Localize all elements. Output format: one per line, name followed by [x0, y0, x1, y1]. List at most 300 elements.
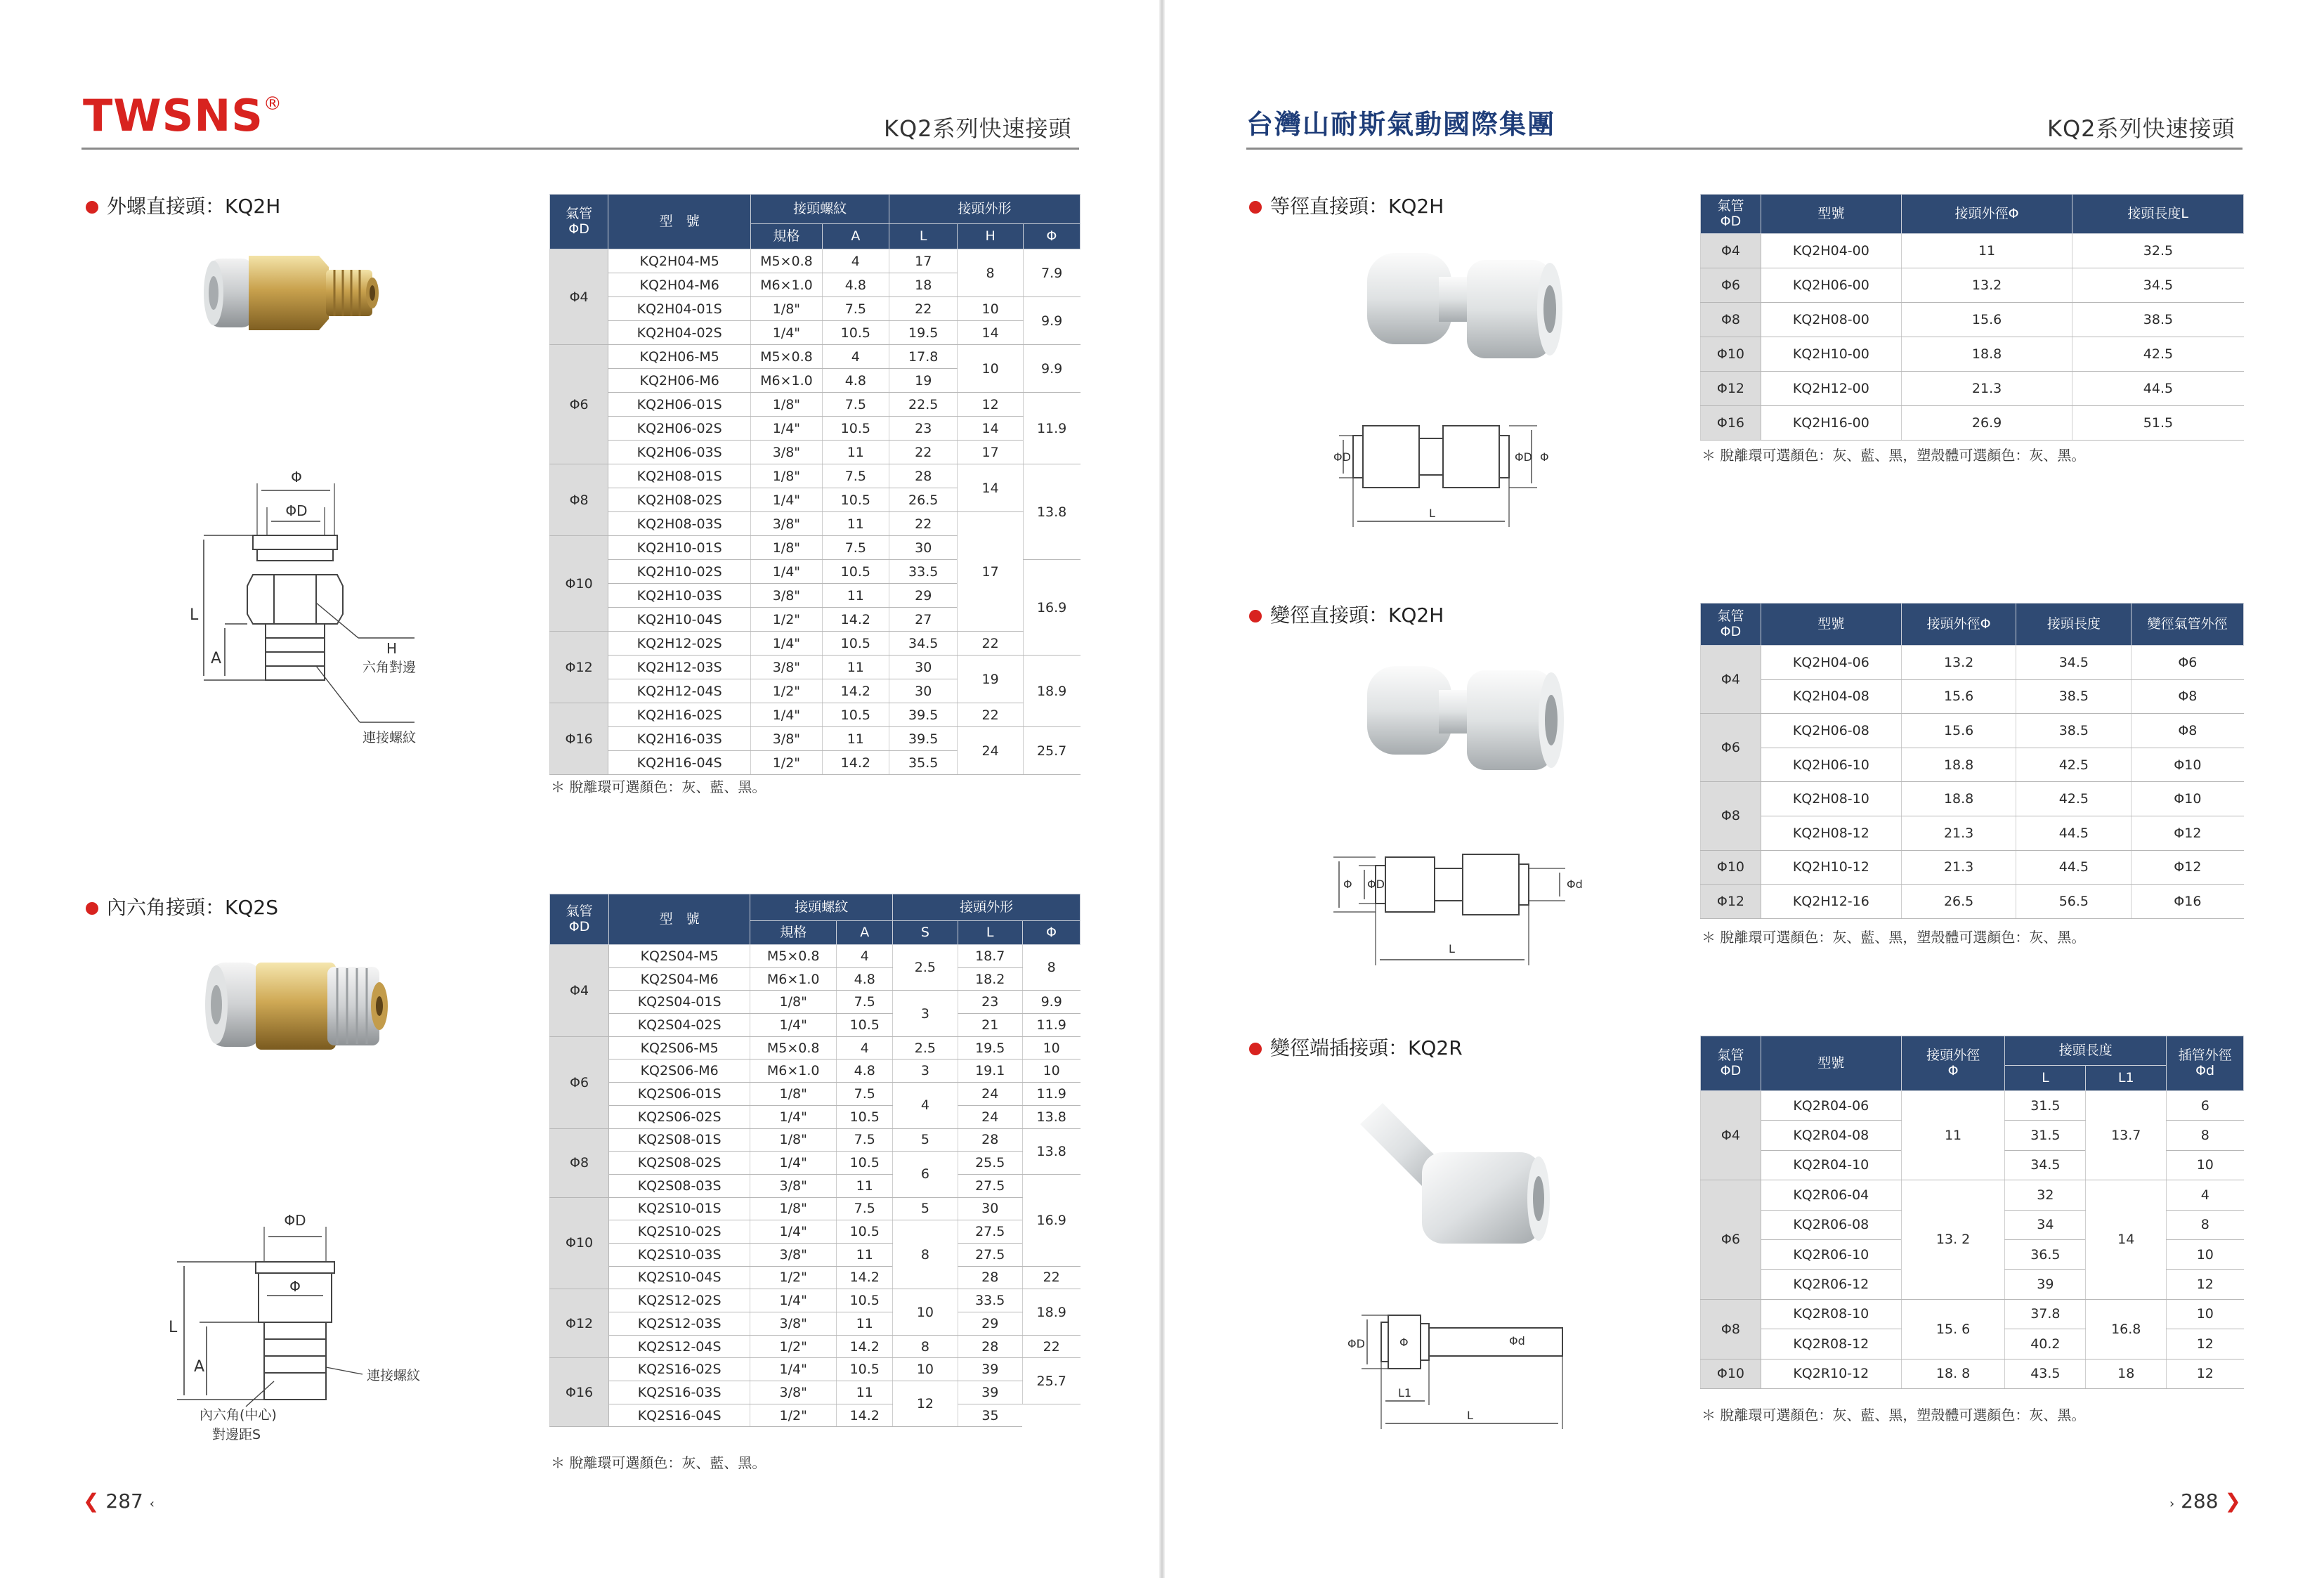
value-cell: Φ8: [2132, 714, 2244, 748]
value-cell: 27: [889, 608, 958, 632]
model-cell: KQ2H04-06: [1761, 646, 1901, 680]
table-row: [550, 632, 1081, 656]
value-cell: 10.5: [822, 321, 889, 345]
value-cell: 34.5: [2072, 268, 2244, 303]
equal-union-drawing: [1326, 407, 1607, 534]
s-cell: 2.5: [893, 945, 958, 991]
value-cell: 10: [2167, 1239, 2244, 1269]
value-cell: 24: [958, 1105, 1022, 1128]
model-cell: KQ2S12-03S: [609, 1312, 750, 1336]
value-cell: 21.3: [1901, 816, 2016, 850]
reducer-union-spec-table: [1700, 603, 2244, 919]
diameter-cell: Φ6: [1701, 714, 1761, 782]
model-cell: KQ2H06-M6: [608, 369, 751, 393]
value-cell: 15.6: [1901, 714, 2016, 748]
value-cell: 1/2": [750, 1404, 837, 1427]
value-cell: 14.2: [837, 1266, 893, 1289]
table-row: [550, 1220, 1081, 1244]
col-header-tube: 插管外徑 Φd: [2167, 1036, 2244, 1091]
value-cell: 10.5: [837, 1152, 893, 1175]
h-cell: 14: [958, 321, 1023, 345]
col-header-a: A: [822, 224, 889, 249]
value-cell: 34.5: [2005, 1150, 2086, 1180]
phi-cell: 11.9: [1022, 1014, 1080, 1037]
h-cell: 8: [958, 249, 1023, 297]
value-cell: 3/8": [750, 1381, 837, 1404]
value-cell: 18.8: [1901, 748, 2016, 782]
equal-union-spec-table: [1700, 194, 2244, 441]
value-cell: 40.2: [2005, 1329, 2086, 1359]
h-cell: 17: [958, 441, 1023, 464]
model-cell: KQ2R10-12: [1761, 1359, 1901, 1388]
value-cell: 27.5: [958, 1220, 1022, 1244]
phi-cell: 11.9: [1023, 393, 1080, 464]
value-cell: 33.5: [958, 1289, 1022, 1312]
model-cell: KQ2R08-10: [1761, 1299, 1901, 1329]
value-cell: 1/4": [751, 417, 822, 441]
diameter-cell: Φ12: [1701, 372, 1761, 406]
value-cell: 1/2": [750, 1266, 837, 1289]
model-cell: KQ2S12-02S: [609, 1289, 750, 1312]
section-title-reducer: 變徑直接頭：KQ2H: [1249, 600, 1444, 628]
value-cell: 10.5: [837, 1014, 893, 1037]
value-cell: 18.8: [1901, 337, 2072, 372]
col-header-l: L: [889, 224, 958, 249]
diameter-cell: Φ8: [550, 464, 608, 536]
value-cell: 1/8": [750, 1197, 837, 1220]
value-cell: 1/8": [750, 991, 837, 1014]
drawing-label-phid: ΦD: [284, 1213, 306, 1229]
table-row: [1701, 604, 2244, 646]
section-title-equal: 等徑直接頭：KQ2H: [1249, 191, 1444, 219]
table-row: [1701, 1091, 2244, 1121]
model-cell: KQ2S04-02S: [609, 1014, 750, 1037]
drawing-label-l1: L1: [1398, 1386, 1412, 1400]
value-cell: 35.5: [889, 751, 958, 775]
table-row: [1701, 782, 2244, 816]
value-cell: 42.5: [2016, 748, 2132, 782]
value-cell: 10.5: [822, 632, 889, 656]
value-cell: 34.5: [889, 632, 958, 656]
table-row: [1701, 816, 2244, 850]
section-title-kq2s: 內六角接頭：KQ2S: [86, 892, 278, 920]
reducer-union-photo: [1362, 658, 1565, 777]
value-cell: 32: [2005, 1180, 2086, 1210]
value-cell: 1/8": [750, 1083, 837, 1106]
drawing-label-phi: Φ: [291, 469, 302, 485]
model-cell: KQ2H08-01S: [608, 464, 751, 488]
table-row: [1701, 646, 2244, 680]
bullet-dot: [1249, 1043, 1262, 1055]
drawing-label-thread: 連接螺紋: [363, 730, 417, 745]
value-cell: 1/4": [751, 632, 822, 656]
value-cell: 25.5: [958, 1152, 1022, 1175]
value-cell: 4.8: [837, 1059, 893, 1083]
diameter-cell: Φ6: [550, 345, 608, 464]
model-cell: KQ2H06-02S: [608, 417, 751, 441]
diameter-cell: Φ6: [1701, 1180, 1761, 1300]
value-cell: 19.5: [889, 321, 958, 345]
drawing-label-phid: ΦD: [1347, 1337, 1365, 1350]
value-cell: 4: [822, 345, 889, 369]
value-cell: M6×1.0: [750, 1059, 837, 1083]
drawing-label-l: L: [1467, 1409, 1473, 1422]
reducer-union-drawing: [1333, 840, 1628, 967]
model-cell: KQ2R06-08: [1761, 1210, 1901, 1239]
model-cell: KQ2H06-M5: [608, 345, 751, 369]
drawing-label-phid: ΦD: [1333, 450, 1351, 464]
phi-cell: 8: [1022, 945, 1080, 991]
value-cell: 7.5: [822, 536, 889, 560]
value-cell: 1/2": [750, 1335, 837, 1358]
value-cell: 42.5: [2016, 782, 2132, 816]
value-cell: 4.8: [822, 273, 889, 297]
table-row: [550, 1266, 1081, 1289]
h-cell: 24: [958, 727, 1023, 775]
value-cell: 7.5: [837, 1083, 893, 1106]
value-cell: 14.2: [822, 751, 889, 775]
kq2h-product-photo: [200, 239, 389, 351]
model-cell: KQ2H08-02S: [608, 488, 751, 512]
col-header-model: 型號: [1761, 195, 1901, 234]
table-row: [550, 991, 1081, 1014]
value-cell: 26.9: [1901, 406, 2072, 441]
table-row: [550, 393, 1081, 417]
model-cell: KQ2H08-12: [1761, 816, 1901, 850]
phi-cell: 9.9: [1023, 297, 1080, 345]
table-row: [550, 1174, 1081, 1197]
col-header-model: 型 號: [609, 894, 750, 945]
value-cell: 13.2: [1901, 646, 2016, 680]
value-cell: 23: [958, 991, 1022, 1014]
drawing-label-l: L: [1449, 942, 1455, 956]
bullet-dot: [1249, 610, 1262, 622]
table-row: [550, 656, 1081, 679]
table-row: [550, 512, 1081, 536]
table-row: [550, 1312, 1081, 1336]
col-header-s: S: [893, 921, 958, 945]
value-cell: 56.5: [2016, 885, 2132, 919]
value-cell: 11: [822, 441, 889, 464]
prev-arrow-icon: ❮: [83, 1489, 100, 1513]
value-cell: 21.3: [1901, 372, 2072, 406]
table-row: [550, 1381, 1081, 1404]
value-cell: 28: [958, 1335, 1022, 1358]
brand-logo: TWSNS®: [83, 90, 282, 141]
bullet-dot: [86, 902, 98, 915]
value-cell: 1/4": [750, 1014, 837, 1037]
value-cell: 1/4": [751, 703, 822, 727]
diameter-cell: Φ4: [1701, 234, 1761, 268]
small-chevron-icon: ‹: [149, 1497, 155, 1511]
s-cell: 10: [893, 1289, 958, 1335]
model-cell: KQ2S10-01S: [609, 1197, 750, 1220]
model-cell: KQ2R04-10: [1761, 1150, 1901, 1180]
value-cell: 19.1: [958, 1059, 1022, 1083]
table-row: [550, 1358, 1081, 1381]
value-cell: 28: [958, 1128, 1022, 1152]
col-header-spec: 規格: [750, 921, 837, 945]
h-cell: 14: [958, 464, 1023, 512]
col-header-l: L: [958, 921, 1022, 945]
model-cell: KQ2S06-M5: [609, 1036, 750, 1059]
value-cell: 3/8": [751, 441, 822, 464]
h-cell: 17: [958, 512, 1023, 632]
group-title: 台灣山耐斯氣動國際集團: [1246, 108, 1556, 140]
value-cell: 19: [889, 369, 958, 393]
model-cell: KQ2H10-01S: [608, 536, 751, 560]
col-header-diameter: 氣管 ΦD: [550, 195, 608, 249]
col-header-phi: Φ: [1023, 224, 1080, 249]
col-header-model: 型號: [1761, 1036, 1901, 1091]
col-header-diameter: 氣管 ΦD: [1701, 195, 1761, 234]
value-cell: 13.2: [1901, 268, 2072, 303]
value-cell: 4.8: [837, 967, 893, 991]
kq2s-product-photo: [204, 947, 393, 1067]
value-cell: 28: [958, 1266, 1022, 1289]
left-page: [0, 0, 1159, 1578]
value-cell: 11: [822, 727, 889, 751]
model-cell: KQ2R04-06: [1761, 1091, 1901, 1121]
diameter-cell: Φ10: [550, 1197, 609, 1289]
value-cell: 11: [822, 584, 889, 608]
col-header-h: H: [958, 224, 1023, 249]
model-cell: KQ2S10-03S: [609, 1243, 750, 1266]
phi-cell: 13.8: [1023, 464, 1080, 560]
col-header-l1: L1: [2086, 1066, 2167, 1091]
model-cell: KQ2H16-04S: [608, 751, 751, 775]
model-cell: KQ2S16-02S: [609, 1358, 750, 1381]
value-cell: 21.3: [1901, 850, 2016, 885]
diameter-cell: Φ10: [1701, 337, 1761, 372]
value-cell: M6×1.0: [751, 273, 822, 297]
value-cell: 26.5: [1901, 885, 2016, 919]
value-cell: 27.5: [958, 1243, 1022, 1266]
diameter-cell: Φ12: [550, 1289, 609, 1358]
equal-table-note: ＊ 脫離環可選顏色：灰、藍、黑，塑殼體可選顏色：灰、黑。: [1702, 447, 2086, 464]
table-row: [550, 345, 1081, 369]
col-header-diameter: 氣管 ΦD: [1701, 604, 1761, 646]
model-cell: KQ2H12-00: [1761, 372, 1901, 406]
plugin-reducer-photo: [1354, 1096, 1551, 1251]
value-cell: Φ10: [2132, 748, 2244, 782]
value-cell: 1/8": [751, 297, 822, 321]
col-header-length: 接頭長度L: [2072, 195, 2244, 234]
value-cell: 10.5: [837, 1220, 893, 1244]
drawing-label-l: L: [190, 606, 199, 624]
model-cell: KQ2H12-04S: [608, 679, 751, 703]
model-cell: KQ2S06-01S: [609, 1083, 750, 1106]
value-cell: 51.5: [2072, 406, 2244, 441]
diameter-cell: Φ12: [1701, 885, 1761, 919]
header-series-title: KQ2系列快速接頭: [2047, 115, 2235, 142]
value-cell: 11: [822, 512, 889, 536]
phi-cell: 9.9: [1022, 991, 1080, 1014]
table-row: [550, 321, 1081, 345]
header-rule: [1246, 148, 2243, 150]
col-header-phi: Φ: [1022, 921, 1080, 945]
s-cell: 12: [893, 1381, 958, 1427]
value-cell: 44.5: [2016, 850, 2132, 885]
model-cell: KQ2R04-08: [1761, 1121, 1901, 1150]
h-cell: 14: [958, 417, 1023, 441]
value-cell: 1/4": [750, 1358, 837, 1381]
h-cell: 22: [958, 632, 1023, 656]
value-cell: 18.8: [1901, 782, 2016, 816]
value-cell: 23: [889, 417, 958, 441]
table-row: [1701, 850, 2244, 885]
drawing-label-l: L: [1429, 507, 1435, 520]
drawing-label-phi: Φ: [289, 1278, 301, 1295]
value-cell: 11: [837, 1174, 893, 1197]
model-cell: KQ2S04-01S: [609, 991, 750, 1014]
value-cell: 8: [2167, 1121, 2244, 1150]
kq2h-table-note: ＊ 脫離環可選顏色：灰、藍、黑。: [551, 778, 766, 795]
value-cell: Φ12: [2132, 850, 2244, 885]
value-cell: 10.5: [822, 703, 889, 727]
value-cell: Φ12: [2132, 816, 2244, 850]
value-cell: 4: [837, 1036, 893, 1059]
value-cell: Φ6: [2132, 646, 2244, 680]
model-cell: KQ2H10-04S: [608, 608, 751, 632]
value-cell: 7.5: [837, 1197, 893, 1220]
value-cell: 34.5: [2016, 646, 2132, 680]
value-cell: 4: [837, 945, 893, 968]
value-cell: 4.8: [822, 369, 889, 393]
model-cell: KQ2S10-04S: [609, 1266, 750, 1289]
value-cell: 27.5: [958, 1174, 1022, 1197]
model-cell: KQ2H04-M6: [608, 273, 751, 297]
diameter-cell: Φ6: [1701, 268, 1761, 303]
phi-cell: 16.9: [1023, 560, 1080, 656]
value-cell: 10.5: [822, 417, 889, 441]
drawing-label-hex: 內六角(中心): [200, 1407, 277, 1423]
s-cell: 4: [893, 1083, 958, 1128]
diameter-cell: Φ10: [550, 536, 608, 632]
model-cell: KQ2H06-10: [1761, 748, 1901, 782]
value-cell: 39: [958, 1358, 1022, 1381]
value-cell: 15.6: [1901, 679, 2016, 714]
s-cell: 6: [893, 1152, 958, 1197]
value-cell: 29: [958, 1312, 1022, 1336]
value-cell: 6: [2167, 1091, 2244, 1121]
value-cell: 30: [889, 656, 958, 679]
value-cell: 1/2": [751, 751, 822, 775]
value-cell: 3/8": [750, 1243, 837, 1266]
model-cell: KQ2H12-02S: [608, 632, 751, 656]
value-cell: 30: [889, 679, 958, 703]
value-cell: 38.5: [2072, 303, 2244, 337]
model-cell: KQ2H12-16: [1761, 885, 1901, 919]
kq2s-spec-table: [549, 894, 1081, 1427]
model-cell: KQ2S12-04S: [609, 1335, 750, 1358]
value-cell: 37.8: [2005, 1299, 2086, 1329]
col-header-spec: 規格: [751, 224, 822, 249]
value-cell: 18: [889, 273, 958, 297]
value-cell: 4: [822, 249, 889, 273]
value-cell: 26.5: [889, 488, 958, 512]
value-cell: M5×0.8: [751, 345, 822, 369]
phi-cell: 16.9: [1022, 1174, 1080, 1266]
model-cell: KQ2S04-M5: [609, 945, 750, 968]
value-cell: 11: [837, 1312, 893, 1336]
table-row: [1701, 337, 2244, 372]
value-cell: M5×0.8: [750, 945, 837, 968]
s-cell: 8: [893, 1335, 958, 1358]
phi-cell: 10: [1022, 1059, 1080, 1083]
kq2h-dimension-drawing: [176, 462, 443, 757]
diameter-cell: Φ12: [550, 632, 608, 703]
value-cell: 33.5: [889, 560, 958, 584]
l1-cell: 18: [2086, 1359, 2167, 1388]
model-cell: KQ2H16-02S: [608, 703, 751, 727]
value-cell: 7.5: [822, 464, 889, 488]
h-cell: 10: [958, 345, 1023, 393]
table-row: [1701, 679, 2244, 714]
drawing-label-phi: Φ: [1343, 878, 1352, 891]
diameter-cell: Φ8: [1701, 1299, 1761, 1359]
value-cell: 14.2: [822, 608, 889, 632]
table-row: [1701, 714, 2244, 748]
col-header-length: 接頭長度: [2005, 1036, 2167, 1066]
value-cell: M6×1.0: [751, 369, 822, 393]
s-cell: 3: [893, 991, 958, 1036]
value-cell: 21: [958, 1014, 1022, 1037]
phi-cell: 18.9: [1022, 1289, 1080, 1335]
drawing-label-a: A: [194, 1358, 205, 1376]
diameter-cell: Φ16: [550, 703, 608, 775]
table-row: [550, 1059, 1081, 1083]
value-cell: 1/8": [751, 464, 822, 488]
table-row: [550, 441, 1081, 464]
diameter-cell: Φ4: [550, 945, 609, 1037]
value-cell: M5×0.8: [750, 1036, 837, 1059]
col-header-length: 接頭長度: [2016, 604, 2132, 646]
value-cell: 1/4": [751, 321, 822, 345]
value-cell: Φ16: [2132, 885, 2244, 919]
s-cell: 8: [893, 1220, 958, 1289]
table-row: [1701, 1180, 2244, 1210]
s-cell: 10: [893, 1358, 958, 1381]
table-row: [550, 417, 1081, 441]
value-cell: 30: [958, 1197, 1022, 1220]
table-row: [1701, 268, 2244, 303]
value-cell: 14.2: [837, 1404, 893, 1427]
phi-cell: 25.7: [1023, 727, 1080, 775]
model-cell: KQ2H10-12: [1761, 850, 1901, 885]
model-cell: KQ2H08-00: [1761, 303, 1901, 337]
drawing-label-l: L: [169, 1319, 178, 1336]
table-row: [550, 1152, 1081, 1175]
value-cell: 3/8": [751, 584, 822, 608]
col-header-outer: 接頭外徑 Φ: [1901, 1036, 2005, 1091]
table-row: [1701, 234, 2244, 268]
s-cell: 5: [893, 1197, 958, 1220]
col-header-model: 型號: [1761, 604, 1901, 646]
table-row: [1701, 195, 2244, 234]
kq2s-dimension-drawing: [169, 1213, 450, 1452]
value-cell: 38.5: [2016, 679, 2132, 714]
value-cell: 3/8": [751, 656, 822, 679]
table-row: [1701, 885, 2244, 919]
model-cell: KQ2S04-M6: [609, 967, 750, 991]
table-row: [550, 1197, 1081, 1220]
h-cell: 22: [958, 703, 1023, 727]
value-cell: 15.6: [1901, 303, 2072, 337]
value-cell: 39.5: [889, 703, 958, 727]
phi-cell: 18.9: [1023, 656, 1080, 727]
model-cell: KQ2S16-04S: [609, 1404, 750, 1427]
